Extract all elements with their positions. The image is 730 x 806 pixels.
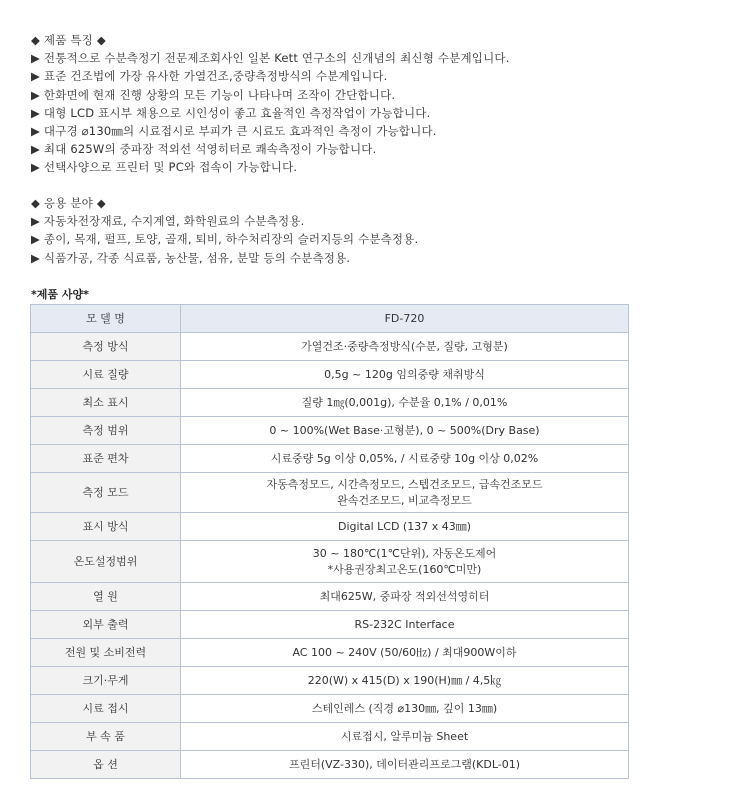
features-heading: ◆ 제품 특징 ◆ [31, 33, 106, 47]
spec-row [31, 639, 629, 667]
spec-row-value [181, 389, 629, 417]
spec-value-line: 완속건조모드, 비교측정모드 [337, 493, 472, 507]
spec-row-value [181, 513, 629, 541]
application-item: ▶ 식품가공, 각종 식료품, 농산물, 섬유, 분말 등의 수분측정용. [31, 250, 351, 265]
spec-row-label: 표시 방식 [31, 513, 181, 541]
spec-value-line: RS-232C Interface [354, 617, 455, 631]
spec-row-label: 크기·무게 [31, 667, 181, 695]
spec-row-value [181, 611, 629, 639]
spec-row [31, 541, 629, 583]
feature-item: ▶ 선택사양으로 프린터 및 PC와 접속이 가능합니다. [31, 160, 298, 175]
spec-row [31, 417, 629, 445]
spec-row [31, 445, 629, 473]
spec-value-line: 최대625W, 중파장 적외선석영히터 [319, 589, 490, 603]
spec-row-label: 측정 범위 [31, 417, 181, 445]
applications-heading: ◆ 응용 분야 ◆ [31, 196, 106, 210]
application-item: ▶ 자동차전장재료, 수지계열, 화학원료의 수분측정용. [31, 214, 305, 229]
spec-value-line: 프린터(VZ-330), 데이터관리프로그램(KDL-01) [288, 757, 521, 771]
spec-row-label: 측정 모드 [31, 473, 181, 513]
spec-row-label: 부 속 품 [31, 723, 181, 751]
spec-value-line: AC 100 ~ 240V (50/60㎐) / 최대900W이하 [292, 645, 517, 659]
spec-value-line: 시료접시, 알루미늄 Sheet [340, 729, 469, 743]
spec-row [31, 695, 629, 723]
spec-row [31, 723, 629, 751]
spec-row-value [181, 361, 629, 389]
spec-value-line: 시료중량 5g 이상 0,05%, / 시료중량 10g 이상 0,02% [270, 451, 539, 465]
spec-row-label: 시료 접시 [31, 695, 181, 723]
spec-row-value [181, 473, 629, 513]
model-value: FD-720 [181, 305, 629, 333]
spec-table [30, 304, 629, 779]
spec-row [31, 513, 629, 541]
spec-row [31, 389, 629, 417]
model-label: 모 델 명 [31, 305, 181, 333]
spec-row-value [181, 695, 629, 723]
spec-row-value [181, 445, 629, 473]
spec-row [31, 611, 629, 639]
spec-row [31, 361, 629, 389]
spec-value-line: 30 ~ 180℃(1℃단위), 자동온도제어 [312, 546, 497, 560]
applications-section [31, 194, 418, 267]
feature-item: ▶ 대구경 ⌀130㎜의 시료접시로 부피가 큰 시료도 효과적인 측정이 가능합니다. [31, 124, 437, 139]
spec-row [31, 583, 629, 611]
spec-row-value [181, 417, 629, 445]
spec-header-row [31, 305, 629, 333]
spec-row [31, 667, 629, 695]
application-item: ▶ 종이, 목재, 펄프, 토양, 골재, 퇴비, 하수처리장의 슬러지등의 수분측정용. [31, 232, 419, 247]
feature-item: ▶ 전통적으로 수분측정기 전문제조회사인 일본 Kett 연구소의 신개념의 최신형 수분계입니다. [31, 51, 510, 66]
spec-row-value [181, 723, 629, 751]
spec-row-label: 전원 및 소비전력 [31, 639, 181, 667]
feature-item: ▶ 한화면에 현재 진행 상황의 모든 기능이 나타나며 조작이 간단합니다. [31, 87, 396, 102]
spec-row-value [181, 541, 629, 583]
spec-row-value [181, 667, 629, 695]
feature-item: ▶ 최대 625W의 중파장 적외선 석영히터로 쾌속측정이 가능합니다. [31, 142, 377, 157]
spec-row-label: 온도설정범위 [31, 541, 181, 583]
spec-row-label: 표준 편차 [31, 445, 181, 473]
spec-value-line: 220(W) x 415(D) x 190(H)㎜ / 4,5㎏ [307, 673, 502, 687]
spec-value-line: 자동측정모드, 시간측정모드, 스텝건조모드, 급속건조모드 [266, 477, 543, 491]
spec-row-label: 외부 출력 [31, 611, 181, 639]
spec-row [31, 333, 629, 361]
spec-heading: *제품 사양* [31, 288, 89, 301]
spec-value-line: 0 ~ 100%(Wet Base·고형분), 0 ~ 500%(Dry Base) [269, 423, 540, 437]
spec-value-line: *사용권장최고온도(160℃미만) [327, 562, 482, 576]
feature-item: ▶ 대형 LCD 표시부 채용으로 시인성이 좋고 효율적인 측정작업이 가능합니다. [31, 105, 431, 120]
spec-value-line: 0,5g ~ 120g 임의중량 채취방식 [324, 367, 485, 381]
feature-item: ▶ 표준 건조법에 가장 유사한 가열건조,중량측정방식의 수분계입니다. [31, 69, 388, 84]
spec-row-value [181, 751, 629, 779]
spec-row-label: 측정 방식 [31, 333, 181, 361]
spec-row-label: 최소 표시 [31, 389, 181, 417]
spec-row-value [181, 639, 629, 667]
spec-row-label: 열 원 [31, 583, 181, 611]
spec-row-value [181, 333, 629, 361]
features-section [31, 31, 510, 177]
spec-row-label: 옵 션 [31, 751, 181, 779]
spec-row-label: 시료 질량 [31, 361, 181, 389]
spec-row [31, 473, 629, 513]
spec-value-line: 질량 1㎎(0,001g), 수분율 0,1% / 0,01% [301, 395, 508, 409]
spec-row [31, 751, 629, 779]
spec-row-value [181, 583, 629, 611]
spec-value-line: 스테인레스 (직경 ⌀130㎜, 깊이 13㎜) [311, 701, 498, 715]
spec-value-line: Digital LCD (137 x 43㎜) [337, 519, 472, 533]
spec-value-line: 가열건조·중량측정방식(수분, 질량, 고형분) [301, 339, 508, 353]
